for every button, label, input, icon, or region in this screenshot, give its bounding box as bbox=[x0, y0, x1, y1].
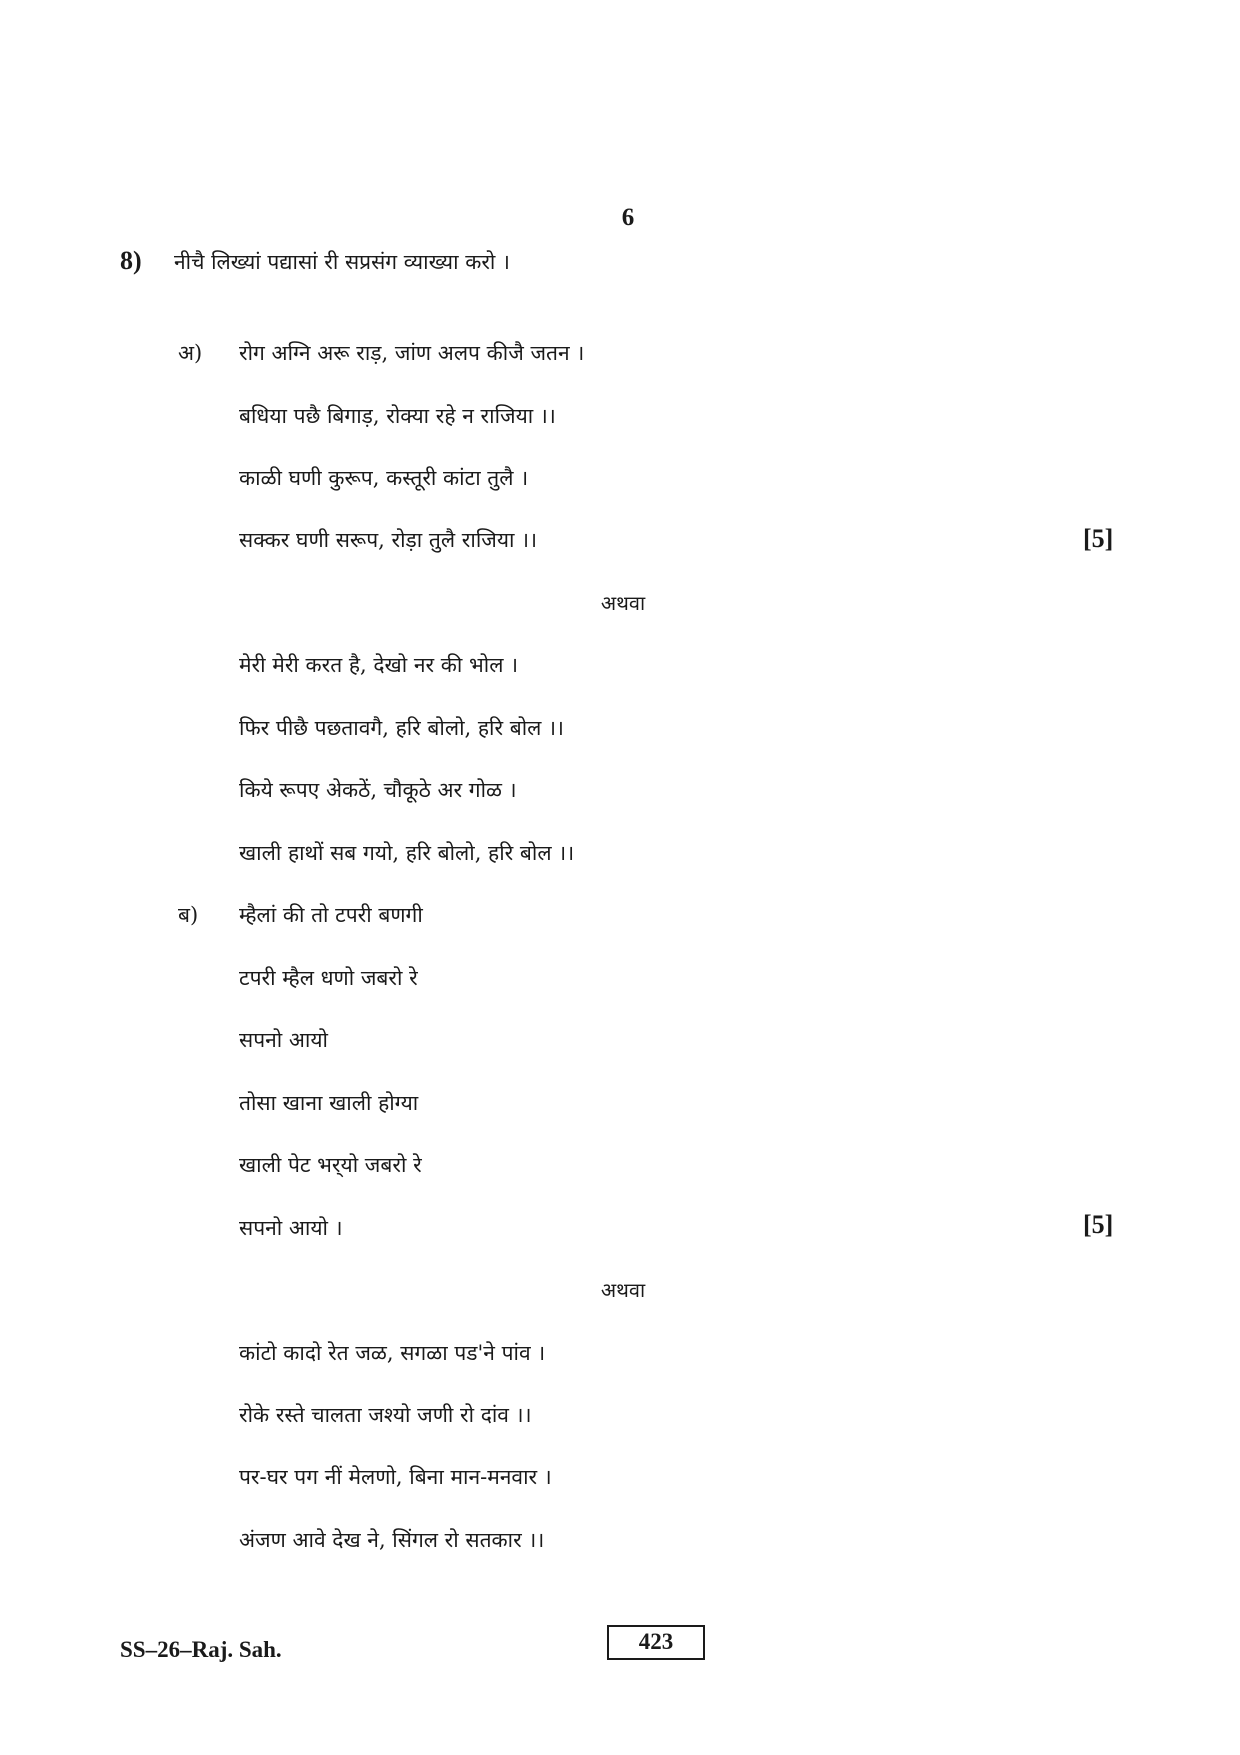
verse-line: खाली पेट भर्‌यो जबरो रे bbox=[239, 1153, 422, 1177]
page-number: 6 bbox=[621, 204, 635, 231]
verse-line: तोसा खाना खाली होग्या bbox=[239, 1091, 419, 1115]
verse-line: मेरी मेरी करत है, देखो नर की भोल । bbox=[239, 653, 519, 677]
verse-line: म्हैलां की तो टपरी बणगी bbox=[239, 903, 423, 927]
verse-line: अंजण आवे देख ने, सिंगल रो सतकार ।। bbox=[239, 1528, 545, 1552]
verse-line: सपनो आयो । bbox=[239, 1216, 343, 1240]
verse-line: बधिया पछै बिगाड़, रोक्या रहे न राजिया ।। bbox=[239, 404, 556, 428]
verse-line: पर-घर पग नीं मेलणो, बिना मान-मनवार । bbox=[239, 1465, 552, 1489]
verse-line: किये रूपए अेकठें, चौकूठे अर गोळ । bbox=[239, 778, 517, 802]
marks-label: [5] bbox=[1083, 524, 1114, 553]
part-a-label: अ) bbox=[178, 341, 203, 365]
verse-line: खाली हाथों सब गयो, हरि बोलो, हरि बोल ।। bbox=[239, 841, 575, 865]
verse-line: सक्कर घणी सरूप, रोड़ा तुलै राजिया ।। bbox=[239, 528, 538, 552]
marks-label: [5] bbox=[1083, 1210, 1114, 1239]
verse-line: काळी घणी कुरूप, कस्तूरी कांटा तुलै । bbox=[239, 466, 529, 490]
verse-line: टपरी म्हैल धणो जबरो रे bbox=[239, 966, 418, 990]
page-code-box: 423 bbox=[607, 1625, 705, 1660]
verse-line: कांटो कादो रेत जळ, सगळा पड'ने पांव । bbox=[239, 1341, 546, 1365]
or-label: अथवा bbox=[600, 591, 646, 615]
question-number: 8) bbox=[120, 246, 142, 275]
paper-code: SS–26–Raj. Sah. bbox=[120, 1637, 282, 1662]
verse-line: फिर पीछै पछतावगै, हरि बोलो, हरि बोल ।। bbox=[239, 716, 564, 740]
verse-line: रोके रस्ते चालता जश्यो जणी रो दांव ।। bbox=[239, 1403, 532, 1427]
part-b-label: ब) bbox=[178, 903, 199, 927]
question-text: नीचै लिख्यां पद्यासां री सप्रसंग व्याख्या करो । bbox=[174, 250, 510, 274]
verse-line: रोग अग्नि अरू राड़, जांण अलप कीजै जतन । bbox=[239, 341, 585, 365]
verse-line: सपनो आयो bbox=[239, 1028, 328, 1052]
or-label: अथवा bbox=[600, 1278, 646, 1302]
